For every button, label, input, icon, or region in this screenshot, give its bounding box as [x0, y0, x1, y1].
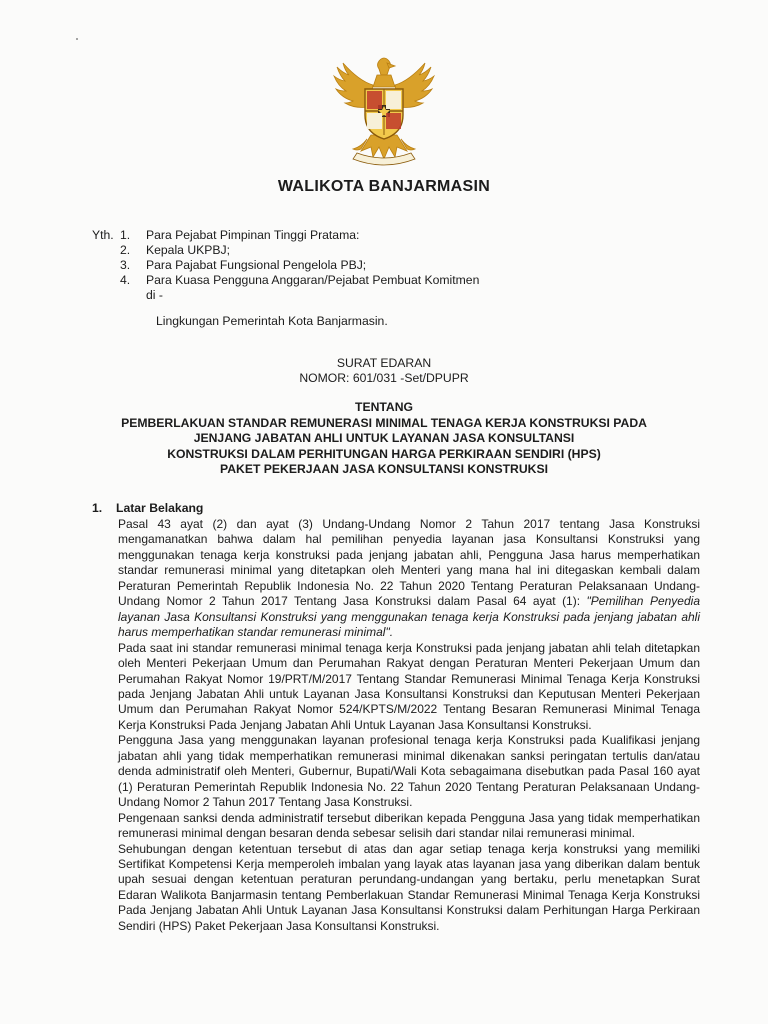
- paragraph: Sehubungan dengan ketentuan tersebut di atas dan agar setiap tenaga kerja konstruksi yang memiliki Sertifikat Kompetensi Kerja memperoleh imbalan yang layak atas layanan jasa yang diberikan dalam bentuk upah sesuai dengan ketentuan peraturan perundang-undangan yang bertaku, perlu menetapkan Surat Edaran Walikota Banjarmasin tentang Pemberlakuan Standar Remunerasi Minimal Tenaga Kerja Konstruksi Pada Jenjang Jabatan Ahli Untuk Layanan Jasa Konsultansi Konstruksi dalam Perhitungan Harga Perkiraan Sendiri (HPS) Paket Pekerjaan Jasa Konsultansi Konstruksi.: [118, 841, 700, 933]
- subject-heading: [0, 400, 768, 478]
- paragraph: Pada saat ini standar remunerasi minimal tenaga kerja Konstruksi pada jenjang jabatan ahli telah ditetapkan oleh Menteri Pekerjaan Umum dan Perumahan Rakyat dengan Peraturan Menteri Pekerjaan Umum dan Perumahan Rakyat Nomor 19/PRT/M/2017 Tentang Standar Remunerasi Minimal Tenaga Kerja Konstruksi pada Jenjang Jabatan Ahli untuk Layanan Jasa Konsultansi Konstruksi dan Keputusan Menteri Pekerjaan Umum dan Perumahan Rakyat Nomor 524/KPTS/M/2022 Tentang Besaran Remunerasi Minimal Tenaga Kerja Konstruksi Pada Jenjang Jabatan Ahli Untuk Layanan Jasa Konsultansi Konstruksi.: [118, 640, 700, 732]
- item-number: 2.: [120, 243, 131, 257]
- item-number: 1.: [120, 228, 131, 242]
- paragraph: Pengguna Jasa yang menggunakan layanan profesional tenaga kerja Konstruksi pada Kualifikasi jenjang jabatan ahli yang tidak memperhatikan remunerasi minimal dikenakan sanksi peringatan tertulis dan/atau denda administratif oleh Menteri, Gubernur, Bupati/Wali Kota sebagaimana disebutkan pada Pasal 160 ayat (1) Peraturan Pemerintah Republik Indonesia No. 22 Tahun 2020 Tentang Peraturan Pelaksanaan Undang-Undang Nomor 2 Tahun 2017 Tentang Jasa Konstruksi.: [118, 733, 700, 810]
- letter-type: SURAT EDARAN: [336, 356, 432, 370]
- subject-line: KONSTRUKSI DALAM PERHITUNGAN HARGA PERKIRAAN SENDIRI (HPS): [167, 446, 601, 461]
- addressee-block: [92, 228, 479, 329]
- item-number: 3.: [120, 258, 131, 272]
- item-text: Para Pajabat Fungsional Pengelola PBJ;: [146, 258, 367, 272]
- section-number: 1.: [92, 501, 103, 515]
- section-body: [118, 517, 700, 934]
- addressee-item: [92, 243, 479, 258]
- letter-number: NOMOR: 601/031 -Set/DPUPR: [299, 371, 469, 385]
- subject-line: PAKET PEKERJAAN JASA KONSULTANSI KONSTRUKSI: [220, 462, 548, 476]
- yth-label: Yth.: [92, 228, 114, 242]
- garuda-emblem-icon: [327, 55, 441, 171]
- location-text: Lingkungan Pemerintah Kota Banjarmasin.: [156, 314, 388, 328]
- scan-speck: [76, 38, 78, 40]
- page-title: WALIKOTA BANJARMASIN: [277, 178, 491, 195]
- addressee-item: [92, 258, 479, 273]
- addressee-item: [92, 273, 479, 288]
- item-number: 4.: [120, 273, 131, 287]
- addressee-item: [92, 228, 479, 243]
- subject-label: TENTANG: [355, 400, 413, 414]
- letter-header: [0, 356, 768, 386]
- item-text: Para Pejabat Pimpinan Tinggi Pratama:: [146, 228, 360, 242]
- paragraph-text: Pasal 43 ayat (2) dan ayat (3) Undang-Undang Nomor 2 Tahun 2017 tentang Jasa Konstruksi mengamanatkan bahwa dalam hal pemilihan penyedia layanan jasa Konsultansi Konstruksi yang menggunakan tenaga kerja konstruksi pada jenjang jabatan ahli, Pengguna Jasa harus memperhatikan standar remunerasi minimal yang ditetapkan oleh Menteri yang mana hal ini ditegaskan kembali dalam Peraturan Pemerintah Republik Indonesia No. 22 Tahun 2020 Tentang Peraturan Pelaksanaan Undang-Undang Nomor 2 Tahun 2017 Tentang Jasa Konstruksi dalam Pasal 64 ayat (1):: [118, 517, 700, 609]
- subject-line: PEMBERLAKUAN STANDAR REMUNERASI MINIMAL TENAGA KERJA KONSTRUKSI PADA: [121, 415, 647, 430]
- quote-text: "Pemilihan Penyedia layanan Jasa Konsultansi Konstruksi yang menggunakan tenaga kerja Konstruksi pada jenjang jabatan ahli harus memperhatikan standar remunerasi minimal".: [118, 594, 700, 640]
- section-heading: [92, 501, 203, 515]
- paragraph: Pengenaan sanksi denda administratif tersebut diberikan kepada Pengguna Jasa yang tidak memperhatikan remunerasi minimal dengan besaran denda sebesar selisih dari standar nilai remunerasi minimal.: [118, 810, 700, 841]
- item-text: Para Kuasa Pengguna Anggaran/Pejabat Pembuat Komitmen: [146, 273, 480, 287]
- di-label: di -: [146, 288, 163, 302]
- paragraph: [118, 517, 700, 641]
- subject-line: JENJANG JABATAN AHLI UNTUK LAYANAN JASA KONSULTANSI: [193, 431, 575, 445]
- section-title: Latar Belakang: [116, 501, 204, 515]
- item-text: Kepala UKPBJ;: [146, 243, 231, 257]
